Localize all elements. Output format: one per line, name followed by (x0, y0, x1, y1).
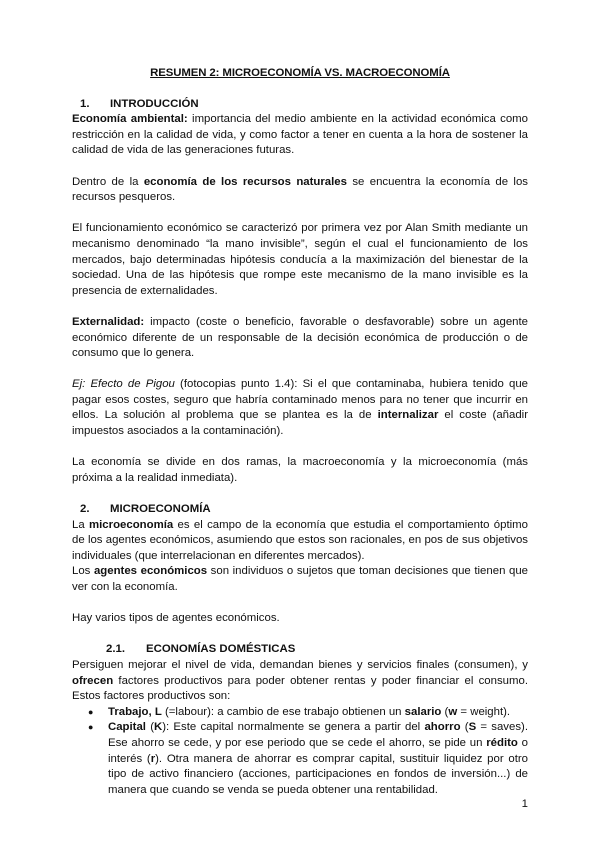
list-text: (=labour): a cambio de ese trabajo obtienen un (161, 705, 405, 718)
paragraph-text: Persiguen mejorar el nivel de vida, demandan bienes y servicios finales (consumen), y (72, 658, 528, 671)
term-salario: salario (404, 705, 442, 718)
term-internalizar: internalizar (377, 409, 439, 422)
paragraph-recursos-naturales (72, 175, 528, 206)
paragraph-pigou (72, 377, 528, 439)
paragraph-text: impacto (coste o beneficio, favorable o desfavorable) sobre un agente económico diferente de un responsable de la decisión económica de producción o de consumo que lo genera. (72, 315, 528, 360)
term-redito: rédito (486, 736, 518, 749)
paragraph-mano-invisible: El funcionamiento económico se caracterizó por primera vez por Alan Smith mediante un mecanismo denominado “la mano invisible”, según el cual el funcionamiento de los mercados, bajo determinadas hipótesis conducía a la maximización del bienestar de la sociedad. Una de las hipótesis que rompe este mecanismo de la mano invisible es la presencia de externalidades. (72, 222, 528, 297)
page-number: 1 (521, 798, 528, 810)
paragraph-externalidad (72, 315, 528, 362)
paragraph-ramas: La economía se divide en dos ramas, la macroeconomía y la microeconomía (más próxima a la realidad inmediata). (72, 456, 528, 484)
paragraph-text: (fotocopias punto 1.4): Si el que contaminaba, hubiera tenido que pagar esos costes, seguro que habría contaminado menos para no tener que incurrir en ellos. La solución al problema que se plantea es la de (72, 378, 528, 422)
list-text: ( (441, 705, 449, 718)
term-trabajo: Trabajo, L (108, 705, 162, 718)
paragraph-text: es el campo de la economía que estudia el comportamiento óptimo de los agentes económicos, asumiendo que estos son racionales, en pos de sus objetivos individuales (que interrelacionan en diferentes mercados). (72, 518, 528, 562)
paragraph-text: La (72, 518, 90, 531)
subsection-number: 2.1. (106, 643, 125, 656)
term-ofrecen: ofrecen (72, 674, 114, 687)
paragraph-tipos-agentes: Hay varios tipos de agentes económicos. (72, 612, 280, 625)
term-economia-ambiental: Economía ambiental: (72, 113, 188, 126)
section-number: 1. (80, 97, 90, 110)
term-w: w (448, 705, 458, 718)
list-text: ): Este capital normalmente se genera a partir del (162, 721, 425, 734)
paragraph-text: Dentro de la (72, 175, 144, 188)
paragraph-agentes (72, 564, 528, 595)
bullet-icon: ● (88, 706, 94, 717)
document-page (72, 66, 528, 798)
paragraph-text: importancia del medio ambiente en la actividad económica como restricción en la calidad de vida, y como factor a tener en cuenta a la hora de sostener la calidad de vida de las generaciones futuras. (72, 113, 528, 157)
bullet-icon: ● (88, 722, 94, 733)
paragraph-economia-ambiental (72, 112, 528, 159)
term-r: r (150, 752, 156, 765)
example-label: Ej: Efecto de Pigou (72, 378, 175, 391)
paragraph-text: se encuentra la economía de los recursos pesqueros. (72, 175, 528, 204)
list-item-trabajo (72, 705, 528, 721)
list-text: = saves). Ese ahorro se cede, y por ese periodo que se cede el ahorro, se pide un (108, 721, 528, 749)
section-heading-microeconomia (72, 502, 528, 518)
term-externalidad: Externalidad: (72, 315, 145, 328)
list-text: ). Otra manera de ahorrar es comprar capital, sustituir liquidez por otro tipo de activo financiero (acciones, participaciones en fondos de inversión...) de manera que cuando se venda se pueda obtener una rentabilidad. (108, 752, 528, 796)
paragraph-text: Los (72, 565, 94, 578)
page-title: RESUMEN 2: MICROECONOMÍA VS. MACROECONOMÍA (150, 67, 450, 79)
list-text: ( (460, 721, 469, 734)
paragraph-text: son individuos o sujetos que toman decisiones que tienen que ver con la economía. (72, 565, 528, 593)
paragraph-economias-domesticas (72, 658, 528, 705)
paragraph-text: el coste (añadir impuestos asociados a la contaminación). (72, 409, 529, 438)
section-number: 2. (80, 503, 90, 516)
list-item-capital (72, 720, 528, 798)
list-text: o interés ( (108, 736, 528, 765)
paragraph-microeconomia (72, 518, 528, 565)
term-k: K (154, 721, 163, 734)
section-label: MICROECONOMÍA (110, 503, 211, 516)
term-ahorro: ahorro (424, 721, 461, 734)
factors-list (72, 705, 528, 799)
term-microeconomia: microeconomía (89, 518, 174, 531)
term-agentes-economicos: agentes económicos (93, 565, 208, 578)
subsection-label: ECONOMÍAS DOMÉSTICAS (146, 643, 296, 656)
list-text: = weight). (457, 705, 511, 718)
term-s: S (468, 721, 477, 734)
subsection-heading-economias-domesticas (72, 642, 528, 658)
term-recursos-naturales: economía de los recursos naturales (143, 175, 347, 188)
paragraph-text: factores productivos para poder obtener rentas y poder financiar el consumo. Estos factores productivos son: (72, 674, 528, 703)
list-text: ( (145, 721, 155, 734)
section-heading-introduccion (72, 97, 528, 113)
term-capital: Capital (108, 721, 146, 734)
section-label: INTRODUCCIÓN (110, 97, 199, 110)
